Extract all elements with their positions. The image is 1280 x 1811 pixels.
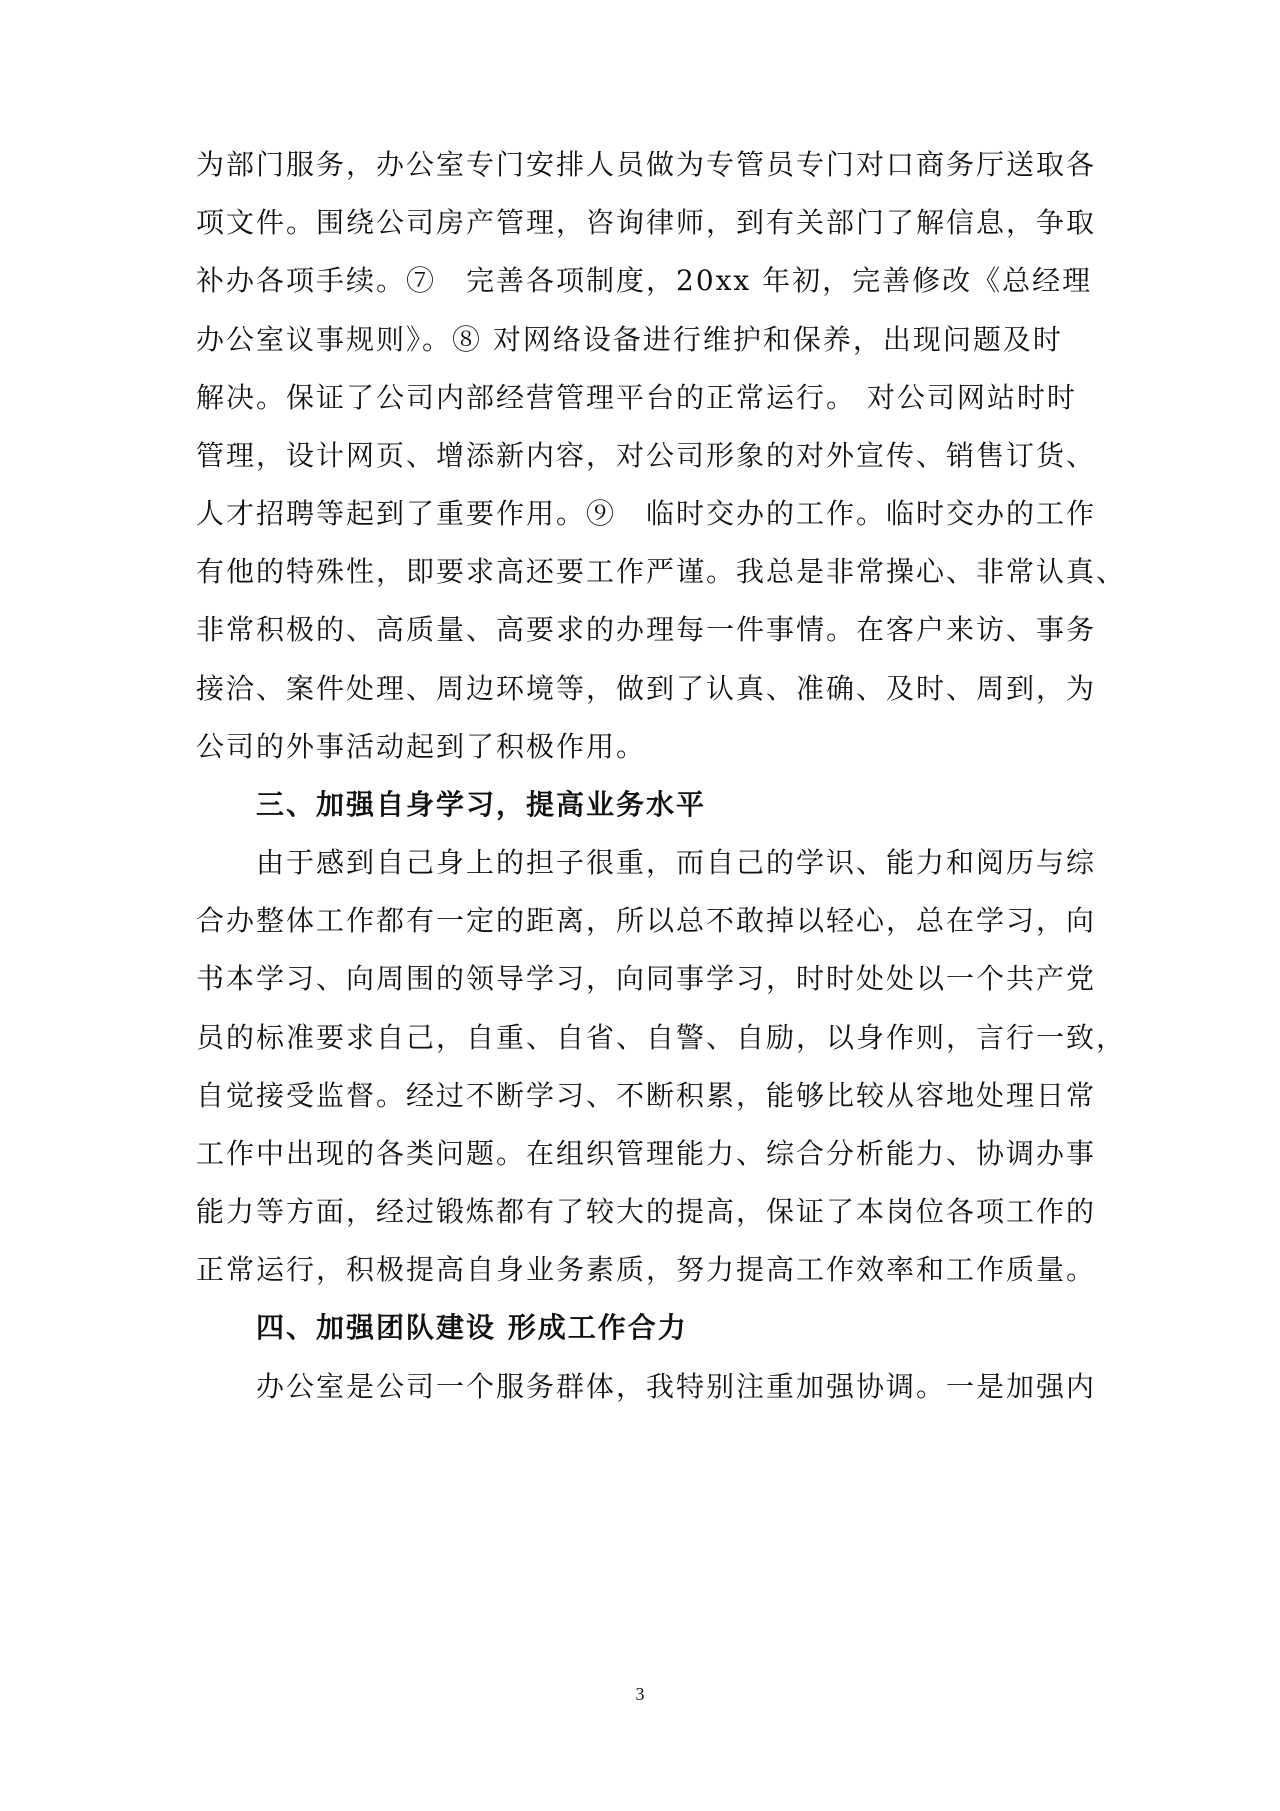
section-heading-4: 四、加强团队建设 形成工作合力 (256, 1311, 688, 1344)
paragraph-first-line: 由于感到自己身上的担子很重，而自己的学识、能力和阅历与综 (256, 846, 1097, 879)
text-line: 员的标准要求自己，自重、自省、自警、自励，以身作则，言行一致， (196, 1021, 1127, 1054)
text-line: 项文件。围绕公司房产管理，咨询律师，到有关部门了解信息，争取 (196, 206, 1097, 239)
text-line: 为部门服务，办公室专门安排人员做为专管员专门对口商务厅送取各 (196, 148, 1097, 181)
text-line: 自觉接受监督。经过不断学习、不断积累，能够比较从容地处理日常 (196, 1079, 1097, 1112)
text-line: 非常积极的、高质量、高要求的办理每一件事情。在客户来访、事务 (196, 613, 1097, 646)
text-line: 公司的外事活动起到了积极作用。 (196, 730, 647, 763)
text-line: 工作中出现的各类问题。在组织管理能力、综合分析能力、协调办事 (196, 1137, 1097, 1170)
paragraph-first-line: 办公室是公司一个服务群体，我特别注重加强协调。一是加强内 (256, 1370, 1097, 1403)
page-number: 3 (635, 1684, 645, 1704)
text-line: 合办整体工作都有一定的距离，所以总不敢掉以轻心，总在学习，向 (196, 904, 1097, 937)
text-line: 解决。保证了公司内部经营管理平台的正常运行。 对公司网站时时 (196, 381, 1077, 414)
text-line: 人才招聘等起到了重要作用。⑨ 临时交办的工作。临时交办的工作 (196, 497, 1097, 530)
text-line: 正常运行，积极提高自身业务素质，努力提高工作效率和工作质量。 (196, 1253, 1097, 1286)
text-line: 接洽、案件处理、周边环境等，做到了认真、准确、及时、周到，为 (196, 672, 1097, 705)
text-line: 能力等方面，经过锻炼都有了较大的提高，保证了本岗位各项工作的 (196, 1195, 1097, 1228)
text-line: 有他的特殊性，即要求高还要工作严谨。我总是非常操心、非常认真、 (196, 555, 1127, 588)
text-line: 补办各项手续。⑦ 完善各项制度，20xx 年初，完善修改《总经理 (196, 264, 1093, 297)
text-line: 管理，设计网页、增添新内容，对公司形象的对外宣传、销售订货、 (196, 439, 1097, 472)
section-heading-3: 三、加强自身学习，提高业务水平 (256, 788, 707, 821)
text-line: 书本学习、向周围的领导学习，向同事学习，时时处处以一个共产党 (196, 962, 1097, 995)
text-line: 办公室议事规则》。⑧ 对网络设备进行维护和保养，出现问题及时 (196, 323, 1063, 356)
